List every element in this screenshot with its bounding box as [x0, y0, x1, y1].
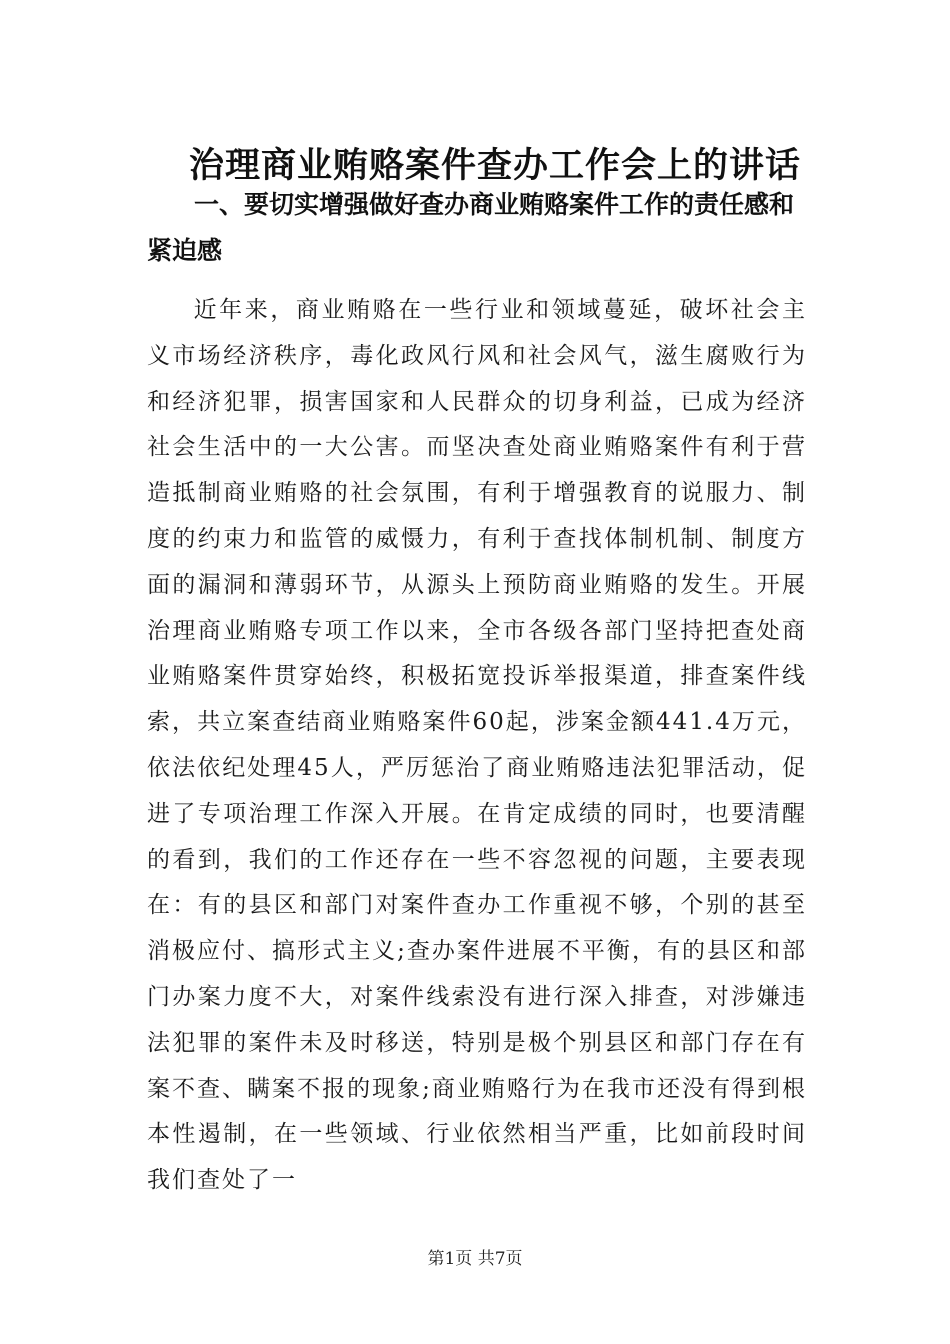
body-paragraph: [147, 288, 807, 1204]
page-footer: 第1页 共7页: [427, 1249, 523, 1269]
body-paragraph-text: 近年来，商业贿赂在一些行业和领域蔓延，破坏社会主义市场经济秩序，毒化政风行风和社会风气，滋生腐败行为和经济犯罪，损害国家和人民群众的切身利益，已成为经济社会生活中的一大公害。而坚决查处商业贿赂案件有利于营造抵制商业贿赂的社会氛围，有利于增强教育的说服力、制度的约束力和监管的威慑力，有利于查找体制机制、制度方面的漏洞和薄弱环节，从源头上预防商业贿赂的发生。开展治理商业贿赂专项工作以来，全市各级各部门坚持把查处商业贿赂案件贯穿始终，积极拓宽投诉举报渠道，排查案件线索，共立案查结商业贿赂案件60起，涉案金额441.4万元，依法依纪处理45人，严厉惩治了商业贿赂违法犯罪活动，促进了专项治理工作深入开展。在肯定成绩的同时，也要清醒的看到，我们的工作还存在一些不容忽视的问题，主要表现在：有的县区和部门对案件查办工作重视不够，个别的甚至消极应付、搞形式主义;查办案件进展不平衡，有的县区和部门办案力度不大，对案件线索没有进行深入排查，对涉嫌违法犯罪的案件未及时移送，特别是极个别县区和部门存在有案不查、瞒案不报的现象;商业贿赂行为在我市还没有得到根本性遏制，在一些领域、行业依然相当严重，比如前段时间我们查处了一: [147, 297, 807, 1194]
section-heading: [147, 182, 807, 274]
document-title: 治理商业贿赂案件查办工作会上的讲话: [188, 145, 801, 186]
section-heading-text: 一、要切实增强做好查办商业贿赂案件工作的责任感和紧迫感: [147, 190, 795, 265]
